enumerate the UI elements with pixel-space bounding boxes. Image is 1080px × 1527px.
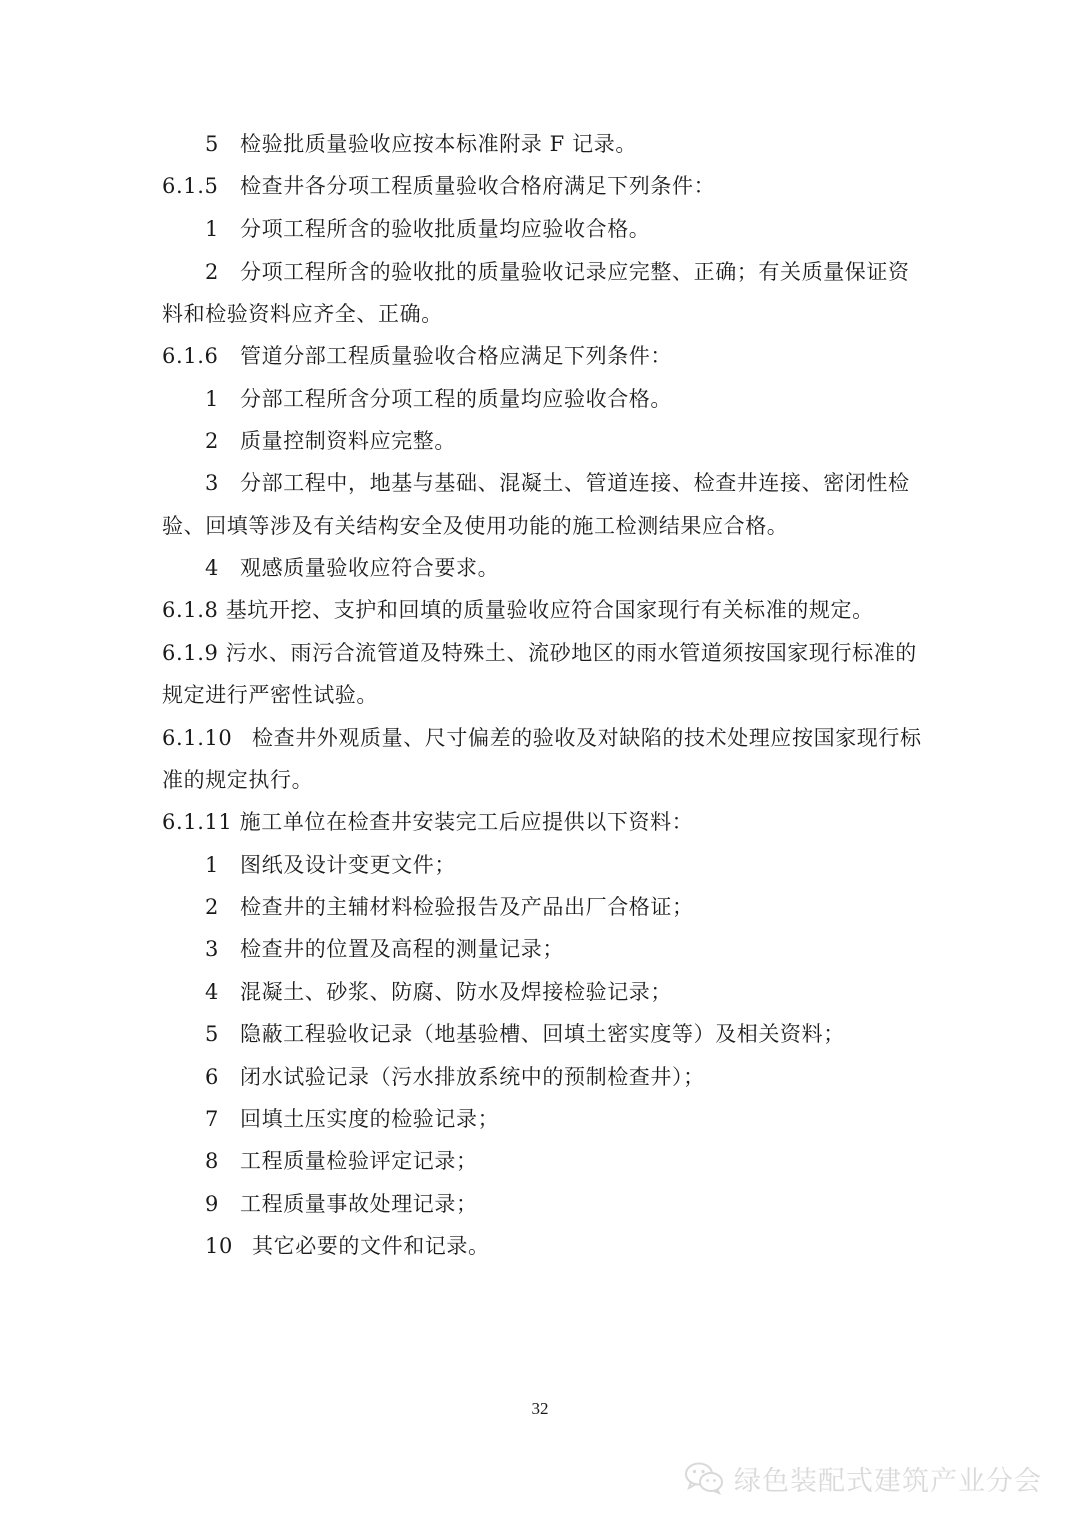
- item-text: 其它必要的文件和记录。: [252, 1234, 490, 1258]
- item-number: 1: [205, 387, 219, 411]
- item-text: 分项工程所含的验收批质量均应验收合格。: [240, 217, 651, 241]
- clause-text: 检查井各分项工程质量验收合格府满足下列条件：: [240, 174, 716, 198]
- item-number: 2: [205, 895, 219, 919]
- item-text: 检验批质量验收应按本标准附录 F 记录。: [240, 132, 637, 156]
- item-text: 图纸及设计变更文件；: [240, 853, 456, 877]
- item-text: 分项工程所含的验收批的质量验收记录应完整、正确；有关质量保证资: [240, 260, 910, 284]
- item-number: 4: [205, 980, 219, 1004]
- paragraph-text: 验、回填等涉及有关结构安全及使用功能的施工检测结果应合格。: [162, 514, 789, 538]
- item-text: 工程质量检验评定记录；: [240, 1149, 478, 1173]
- item-number: 8: [205, 1149, 219, 1173]
- clause-text: 6.1.11 施工单位在检查井安装完工后应提供以下资料：: [162, 810, 694, 834]
- item-number: 5: [205, 132, 219, 156]
- item-text: 检查井的位置及高程的测量记录；: [240, 937, 564, 961]
- item-number: 5: [205, 1022, 219, 1046]
- paragraph-text: 规定进行严密性试验。: [162, 683, 378, 707]
- item-text: 回填土压实度的检验记录；: [240, 1107, 500, 1131]
- paragraph-text: 准的规定执行。: [162, 768, 314, 792]
- item-text: 检查井的主辅材料检验报告及产品出厂合格证；: [240, 895, 694, 919]
- item-number: 1: [205, 853, 219, 877]
- item-number: 3: [205, 471, 219, 495]
- item-text: 混凝土、砂浆、防腐、防水及焊接检验记录；: [240, 980, 672, 1004]
- clause-text: 6.1.8 基坑开挖、支护和回填的质量验收应符合国家现行有关标准的规定。: [162, 598, 874, 622]
- item-text: 隐蔽工程验收记录（地基验槽、回填土密实度等）及相关资料；: [240, 1022, 845, 1046]
- item-text: 工程质量事故处理记录；: [240, 1192, 478, 1216]
- clause-number: 6.1.6: [162, 344, 219, 368]
- clause-number: 6.1.5: [162, 174, 219, 198]
- clause-text: 6.1.9 污水、雨污合流管道及特殊土、流砂地区的雨水管道须按国家现行标准的: [162, 641, 917, 665]
- clause-number: 6.1.10: [162, 726, 233, 750]
- watermark: [684, 1458, 1042, 1498]
- item-number: 7: [205, 1107, 219, 1131]
- watermark-text: 绿色装配式建筑产业分会: [734, 1465, 1042, 1497]
- item-text: 质量控制资料应完整。: [240, 429, 456, 453]
- item-text: 分部工程所含分项工程的质量均应验收合格。: [240, 387, 672, 411]
- page-number: 32: [531, 1399, 549, 1418]
- clause-text: 管道分部工程质量验收合格应满足下列条件：: [240, 344, 672, 368]
- item-number: 9: [205, 1192, 219, 1216]
- item-number: 1: [205, 217, 219, 241]
- item-number: 10: [205, 1234, 233, 1258]
- wechat-icon: [684, 1461, 724, 1495]
- item-text: 闭水试验记录（污水排放系统中的预制检查井）；: [240, 1065, 705, 1089]
- clause-text: 检查井外观质量、尺寸偏差的验收及对缺陷的技术处理应按国家现行标: [252, 726, 922, 750]
- item-text: 分部工程中，地基与基础、混凝土、管道连接、检查井连接、密闭性检: [240, 471, 910, 495]
- paragraph-text: 料和检验资料应齐全、正确。: [162, 302, 443, 326]
- item-number: 6: [205, 1065, 219, 1089]
- item-number: 2: [205, 260, 219, 284]
- item-number: 4: [205, 556, 219, 580]
- item-number: 2: [205, 429, 219, 453]
- item-number: 3: [205, 937, 219, 961]
- item-text: 观感质量验收应符合要求。: [240, 556, 500, 580]
